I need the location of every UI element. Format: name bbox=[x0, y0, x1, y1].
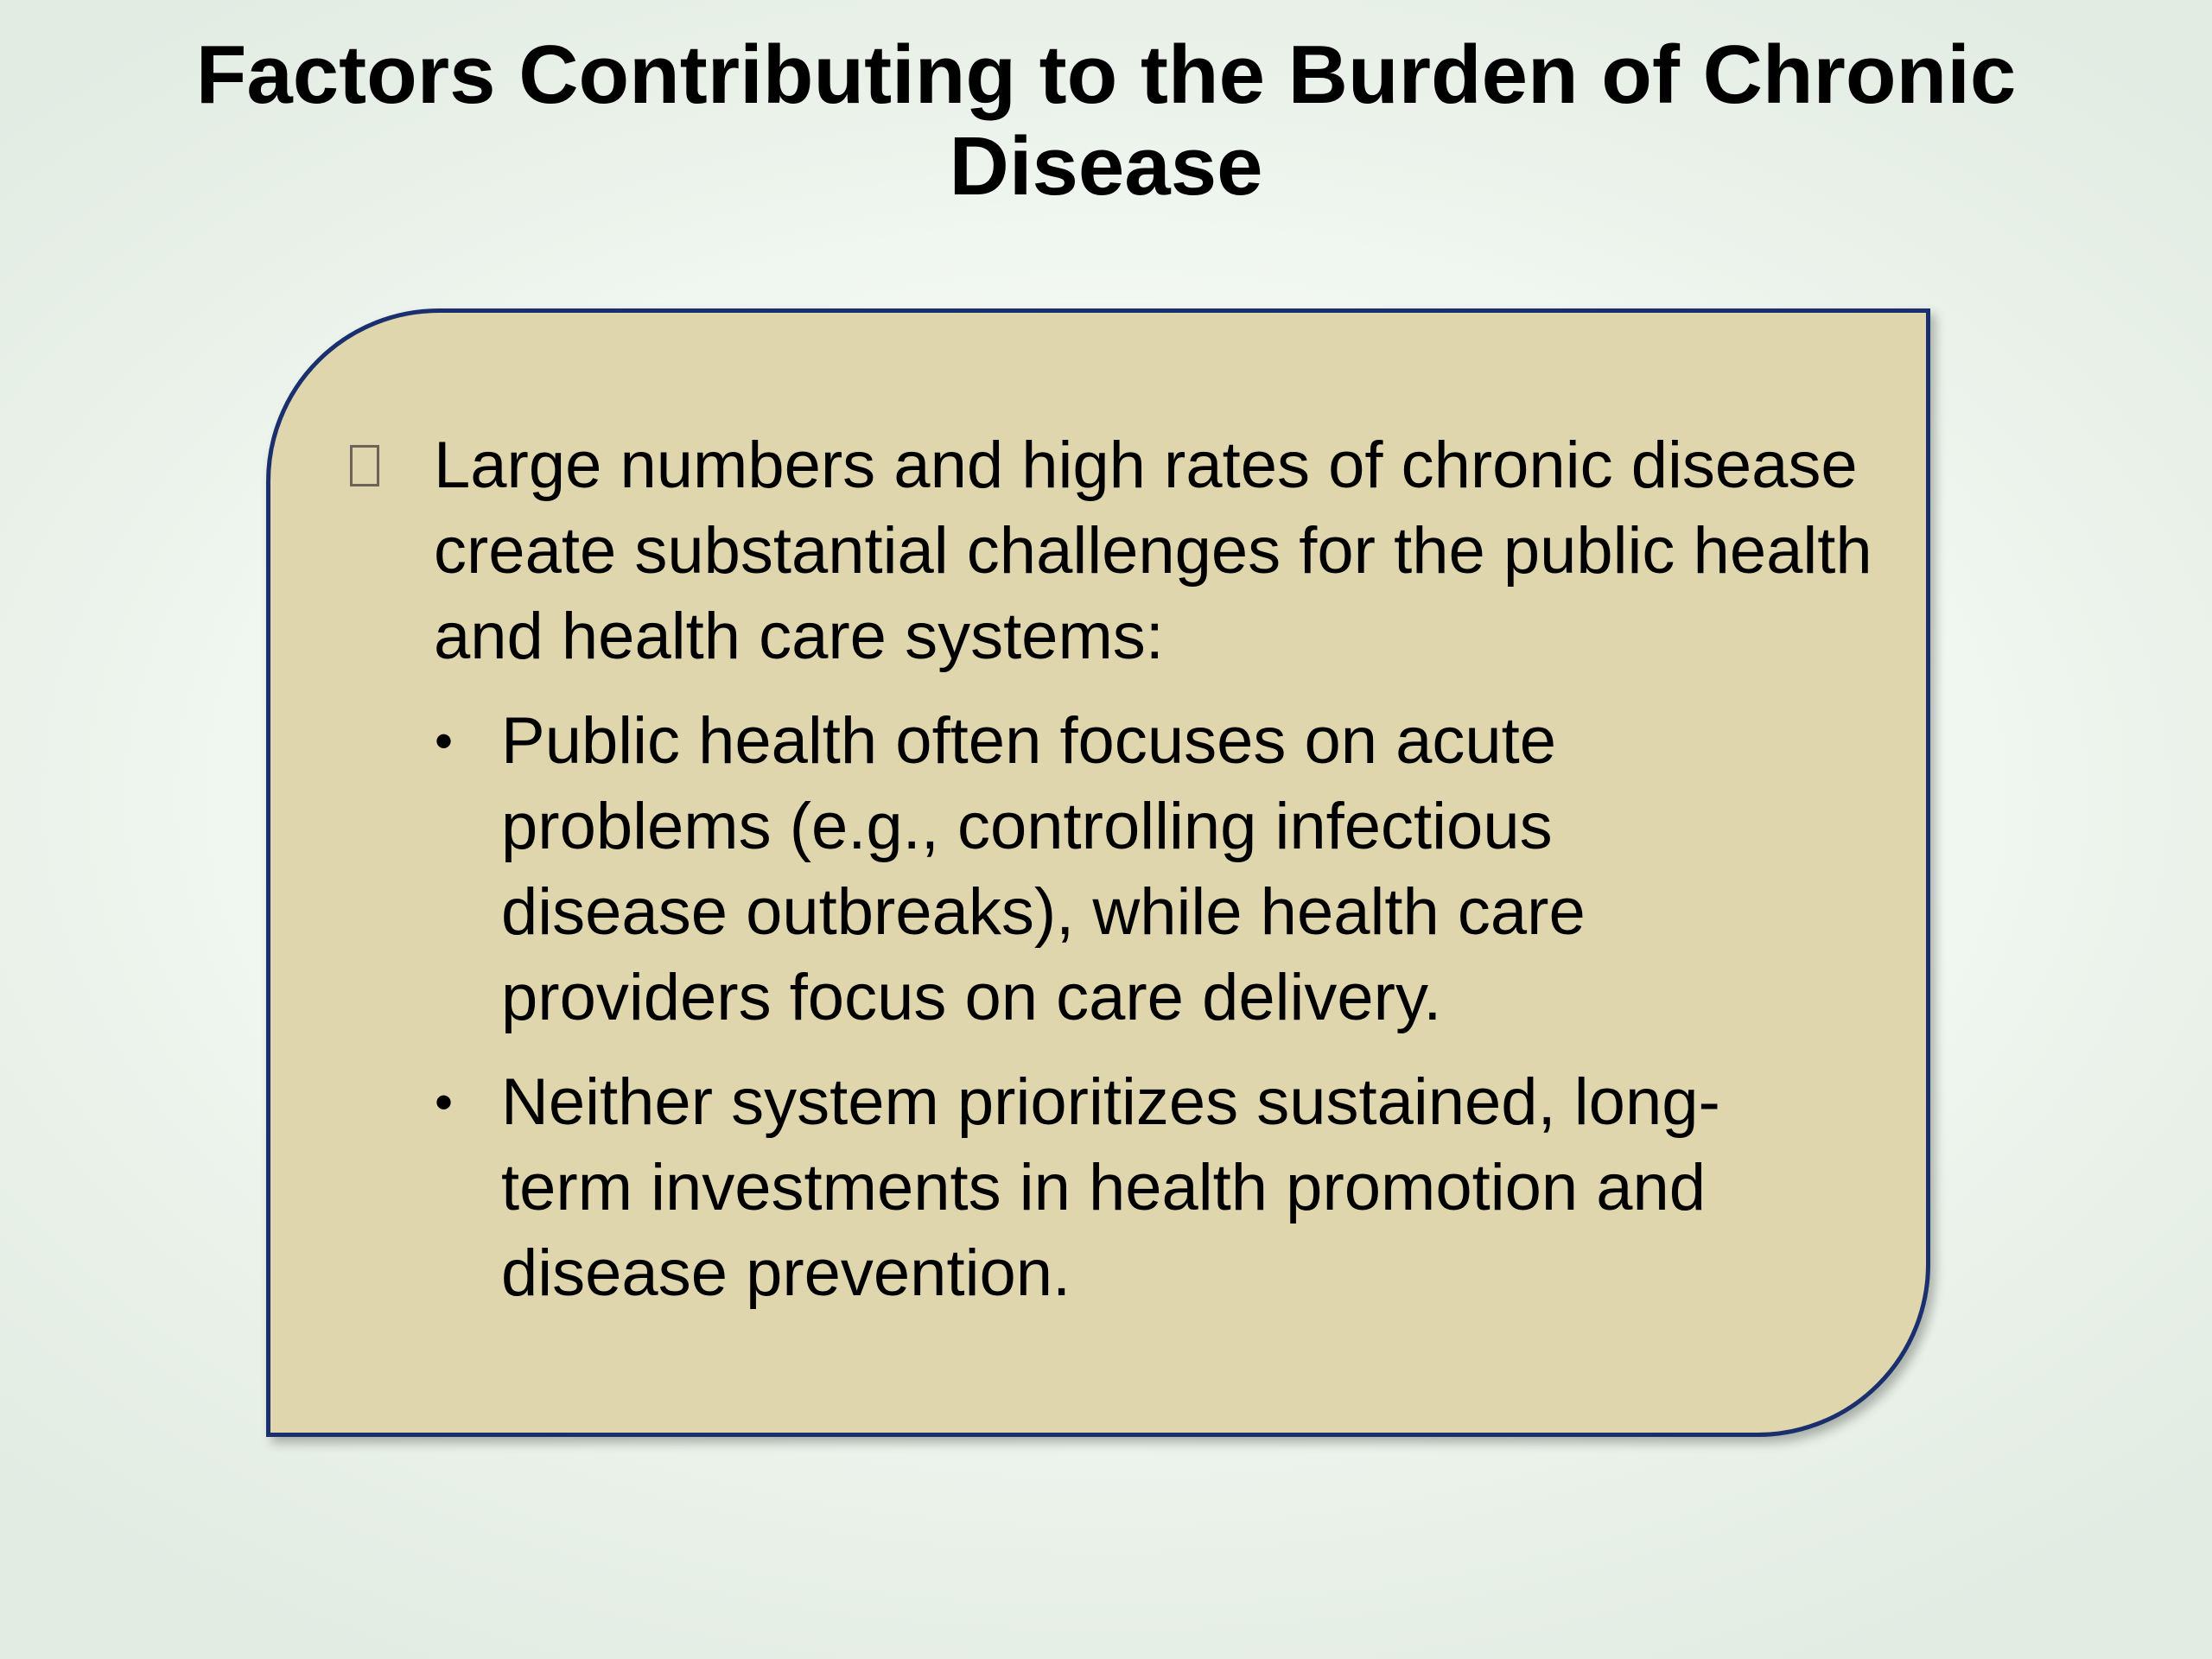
main-bullet-text: Large numbers and high rates of chronic disease create substantial challenges for the public health and health care systems: bbox=[434, 429, 1872, 673]
slide-title: Factors Contributing to the Burden of Chronic Disease bbox=[195, 29, 2017, 213]
sub-bullet-text: Public health often focuses on acute problems (e.g., controlling infectious disease outbreaks), while health care providers focus on care delivery. bbox=[501, 704, 1586, 1034]
content-box bbox=[266, 308, 1930, 1437]
bullet-dot-icon: • bbox=[435, 712, 454, 770]
bullet-dot-icon: • bbox=[435, 1073, 454, 1131]
sub-bullet-text: Neither system prioritizes sustained, long-term investments in health promotion and disease prevention. bbox=[501, 1065, 1720, 1310]
square-bullet-icon bbox=[350, 445, 379, 486]
